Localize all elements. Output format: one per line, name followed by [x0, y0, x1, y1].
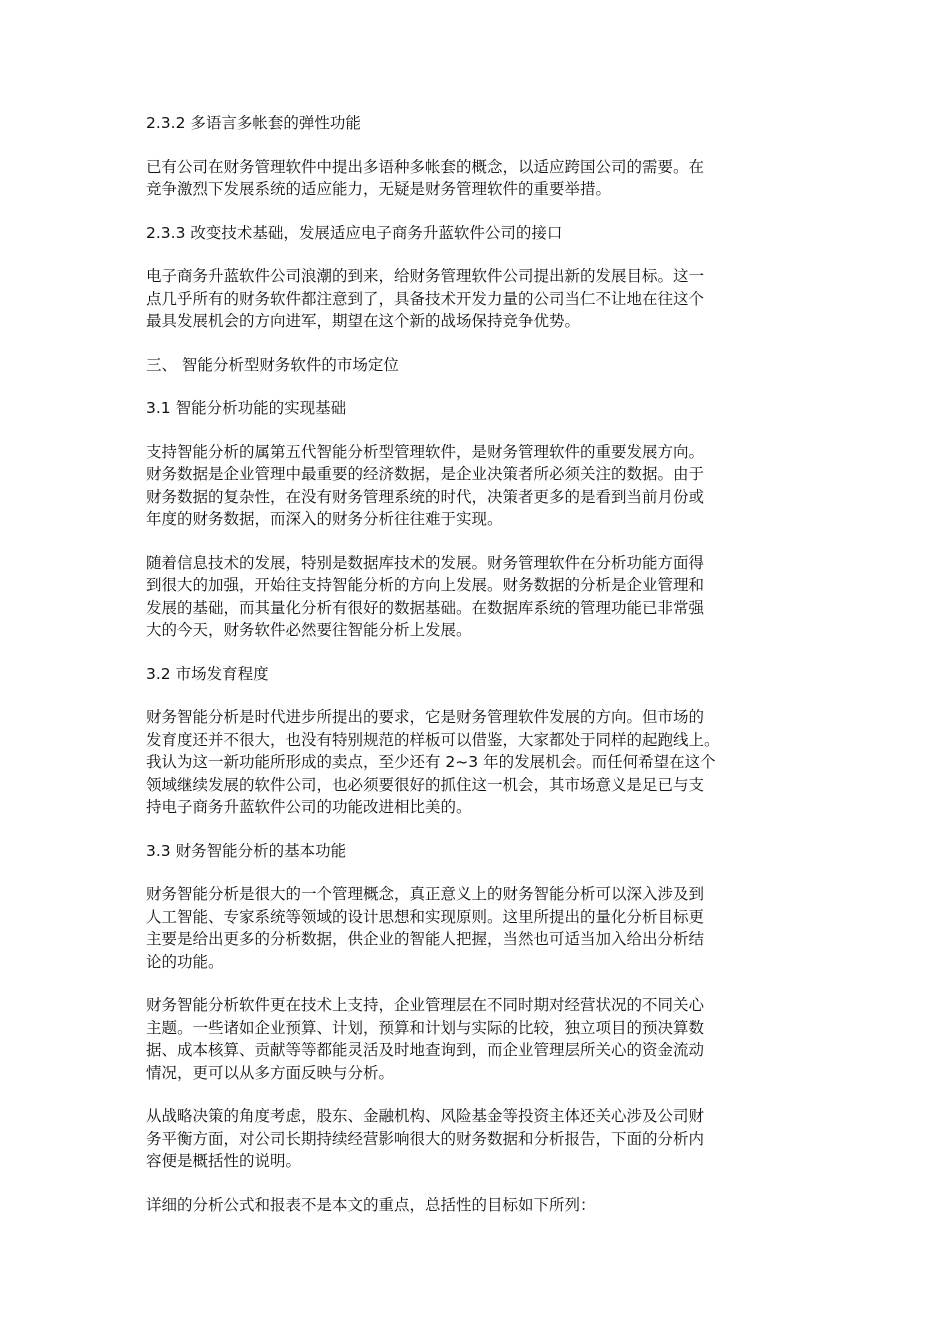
- section-heading-3-3: [146, 840, 826, 863]
- section-heading-2-3-2: [146, 112, 826, 135]
- paragraph-line: 人工智能、专家系统等领域的设计思想和实现原则。这里所提出的量化分析目标更: [146, 907, 705, 926]
- paragraph: [146, 883, 826, 973]
- paragraph: [146, 706, 826, 819]
- heading-text: 3.3 财务智能分析的基本功能: [146, 841, 347, 860]
- paragraph-line: 务平衡方面，对公司长期持续经营影响很大的财务数据和分析报告，下面的分析内: [146, 1129, 705, 1148]
- paragraph-line: 发展的基础，而其量化分析有很好的数据基础。在数据库系统的管理功能已非常强: [146, 598, 705, 617]
- paragraph-line: 财务智能分析是很大的一个管理概念，真正意义上的财务智能分析可以深入涉及到: [146, 885, 705, 903]
- paragraph-line: 论的功能。: [146, 952, 224, 971]
- heading-text: 2.3.3 改变技术基础，发展适应电子商务升蓝软件公司的接口: [146, 223, 563, 242]
- paragraph-line: 点几乎所有的财务软件都注意到了，具备技术开发力量的公司当仁不让地在往这个: [146, 289, 705, 308]
- paragraph: [146, 265, 826, 333]
- paragraph-line: 从战略决策的角度考虑，股东、金融机构、风险基金等投资主体还关心涉及公司财: [146, 1107, 705, 1125]
- document-page: [146, 112, 826, 1237]
- heading-text: 3.2 市场发育程度: [146, 664, 269, 683]
- heading-text: 三、 智能分析型财务软件的市场定位: [146, 355, 399, 374]
- paragraph-line: 电子商务升蓝软件公司浪潮的到来，给财务管理软件公司提出新的发展目标。这一: [146, 267, 705, 285]
- paragraph-line: 情况，更可以从多方面反映与分析。: [146, 1063, 395, 1082]
- paragraph-line: 财务数据的复杂性，在没有财务管理系统的时代，决策者更多的是看到当前月份或: [146, 487, 705, 506]
- paragraph-line: 主题。一些诸如企业预算、计划，预算和计划与实际的比较，独立项目的预决算数: [146, 1018, 705, 1037]
- paragraph-line: 领域继续发展的软件公司，也必须要很好的抓住这一机会，其市场意义是足已与支: [146, 775, 705, 794]
- paragraph-line: 财务智能分析软件更在技术上支持，企业管理层在不同时期对经营状况的不同关心: [146, 996, 705, 1014]
- paragraph: [146, 1105, 826, 1173]
- paragraph-line: 财务数据是企业管理中最重要的经济数据，是企业决策者所必须关注的数据。由于: [146, 465, 705, 483]
- paragraph: [146, 552, 826, 642]
- paragraph-line: 最具发展机会的方向进军，期望在这个新的战场保持竞争优势。: [146, 312, 581, 330]
- paragraph-line: 大的今天，财务软件必然要往智能分析上发展。: [146, 621, 472, 639]
- chapter-heading-3: [146, 354, 826, 377]
- paragraph-line: 已有公司在财务管理软件中提出多语种多帐套的概念，以适应跨国公司的需要。在: [146, 157, 705, 176]
- heading-text: 3.1 智能分析功能的实现基础: [146, 399, 347, 417]
- heading-text: 2.3.2 多语言多帐套的弹性功能: [146, 114, 361, 132]
- paragraph-line: 主要是给出更多的分析数据，供企业的智能人把握，当然也可适当加入给出分析结: [146, 930, 705, 948]
- paragraph: [146, 441, 826, 531]
- paragraph-line: 容便是概括性的说明。: [146, 1152, 302, 1170]
- section-heading-3-1: [146, 397, 826, 420]
- paragraph-line: 据、成本核算、贡献等等都能灵活及时地查询到，而企业管理层所关心的资金流动: [146, 1041, 705, 1059]
- paragraph-line: 发育度还并不很大，也没有特别规范的样板可以借鉴，大家都处于同样的起跑线上。: [146, 730, 720, 749]
- paragraph-line: 详细的分析公式和报表不是本文的重点，总括性的目标如下所列：: [146, 1195, 596, 1214]
- paragraph-line: 年度的财务数据，而深入的财务分析往往难于实现。: [146, 510, 503, 528]
- paragraph: [146, 994, 826, 1084]
- paragraph-line: 竞争激烈下发展系统的适应能力，无疑是财务管理软件的重要举措。: [146, 180, 612, 198]
- paragraph-line: 随着信息技术的发展，特别是数据库技术的发展。财务管理软件在分析功能方面得: [146, 553, 705, 572]
- paragraph-line: 持电子商务升蓝软件公司的功能改进相比美的。: [146, 798, 472, 816]
- section-heading-2-3-3: [146, 222, 826, 245]
- paragraph-line: 支持智能分析的属第五代智能分析型管理软件，是财务管理软件的重要发展方向。: [146, 442, 705, 461]
- section-heading-3-2: [146, 663, 826, 686]
- paragraph: [146, 156, 826, 201]
- paragraph-line: 到很大的加强，开始往支持智能分析的方向上发展。财务数据的分析是企业管理和: [146, 576, 705, 594]
- paragraph-line: 财务智能分析是时代进步所提出的要求，它是财务管理软件发展的方向。但市场的: [146, 708, 705, 726]
- paragraph-line: 我认为这一新功能所形成的卖点，至少还有 2~3 年的发展机会。而任何希望在这个: [146, 753, 716, 771]
- paragraph: [146, 1194, 826, 1217]
